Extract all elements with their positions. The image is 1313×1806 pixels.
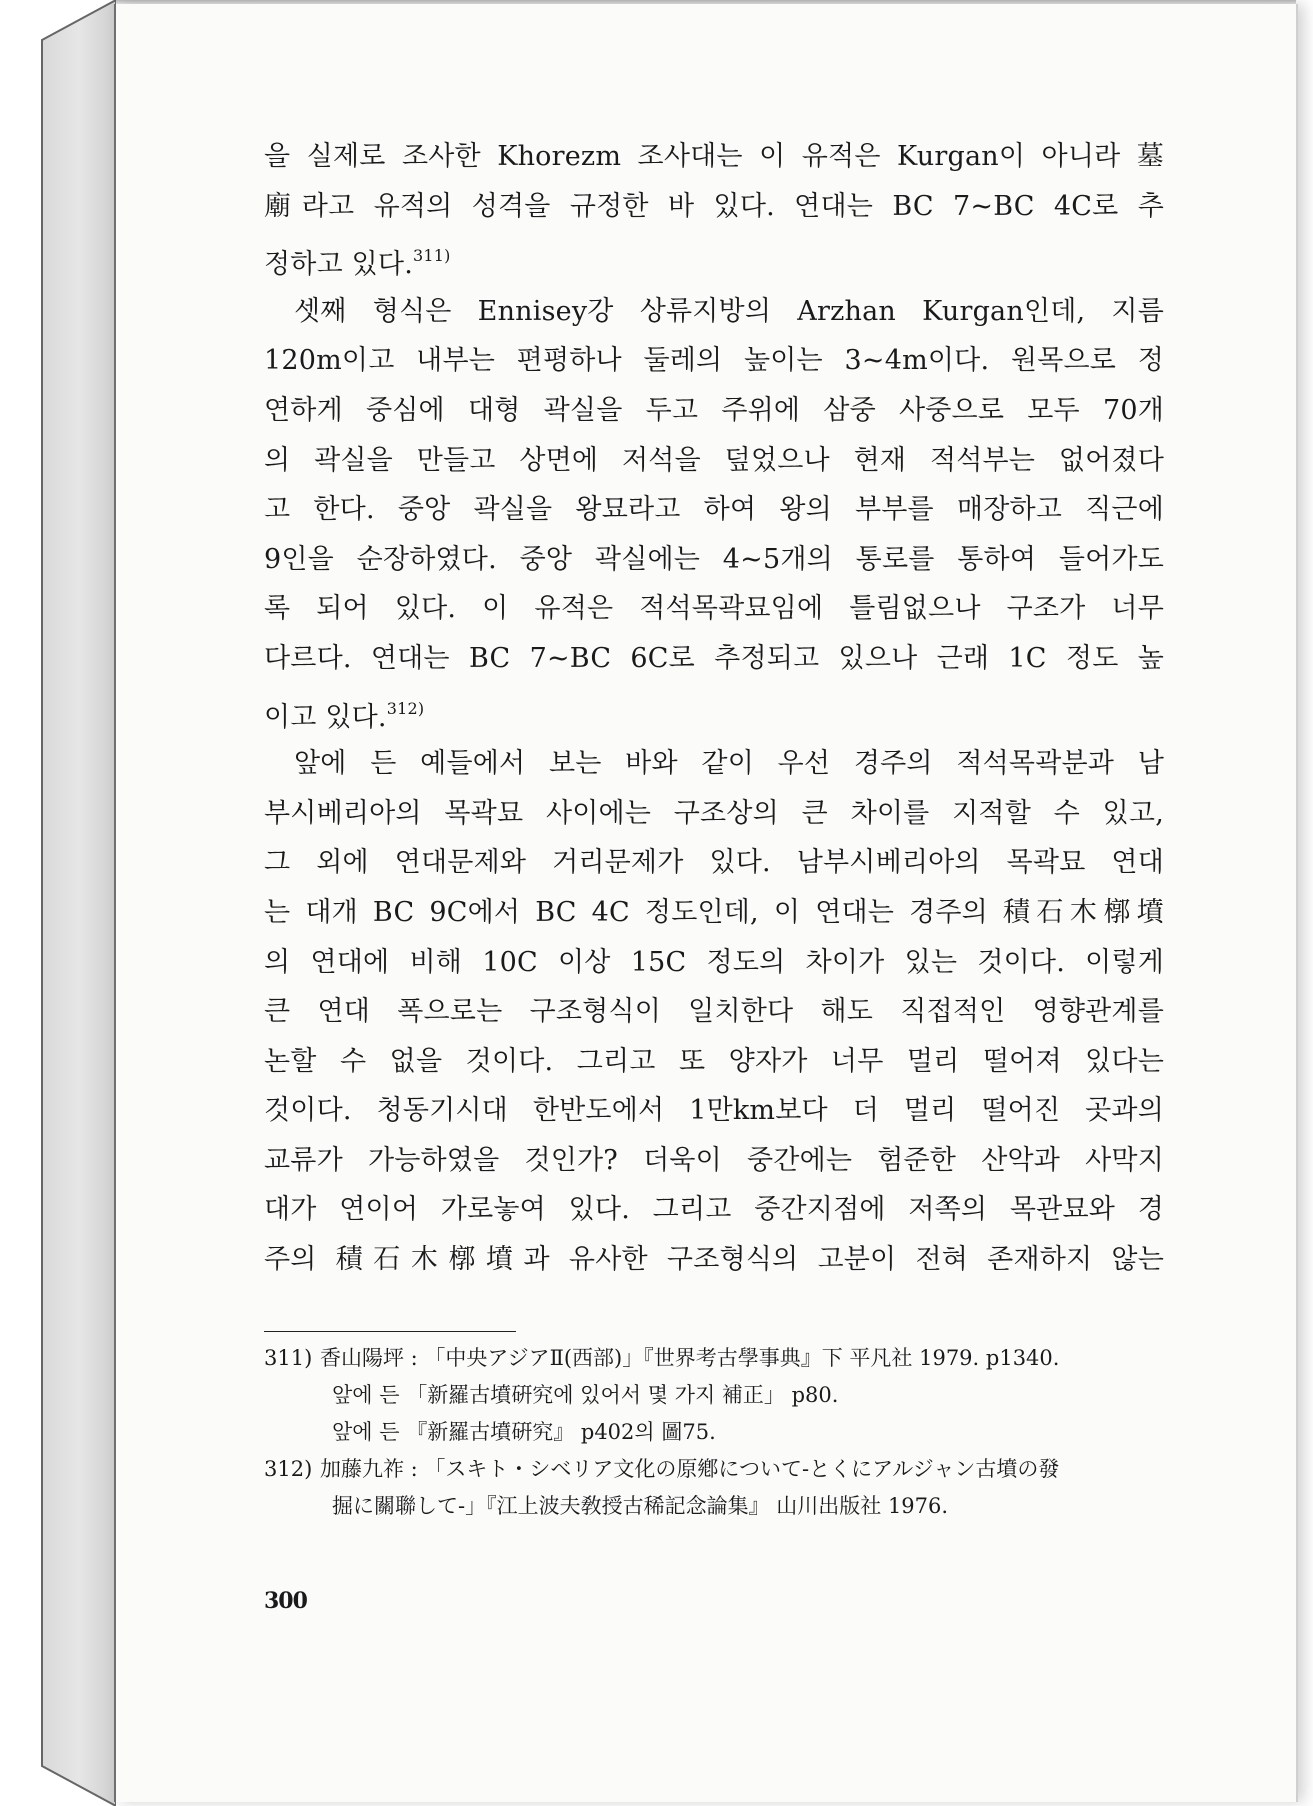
- text-line: [264, 1136, 1164, 1186]
- text-line-content: 큰 연대 폭으로는 구조형식이 일치한다 해도 직접적인 영향관계를: [264, 996, 1164, 1028]
- text-line-content: 부시베리아의 목곽묘 사이에는 구조상의 큰 차이를 지적할 수 있고,: [264, 797, 1164, 829]
- text-line: [264, 739, 1164, 789]
- text-line-content: 주의 積石木槨墳과 유사한 구조형식의 고분이 전혀 존재하지 않는: [264, 1244, 1164, 1276]
- text-line-content: 廟라고 유적의 성격을 규정한 바 있다. 연대는 BC 7~BC 4C로 추: [264, 190, 1164, 222]
- footnotes: [264, 1340, 1164, 1525]
- footnote-text: 香山陽坪 : 「中央アジアⅡ(西部)」『世界考古學事典』下 平凡社 1979. p1340.: [320, 1346, 1060, 1370]
- footnote-text: 加藤九祚 : 「スキト・シベリア文化の原鄕について-とくにアルジャン古墳の發: [320, 1457, 1060, 1481]
- text-line: [264, 182, 1164, 232]
- text-line-content: 의 연대에 비해 10C 이상 15C 정도의 차이가 있는 것이다. 이렇게: [264, 946, 1164, 978]
- footnote-reference: 312): [386, 698, 425, 718]
- footnote-text: 掘に關聯して-」『江上波夫敎授古稀記念論集』 山川出版社 1976.: [332, 1494, 949, 1518]
- text-line: [264, 888, 1164, 938]
- text-line: [264, 132, 1164, 182]
- text-line: [264, 336, 1164, 386]
- text-line: [264, 684, 1164, 734]
- footnote-text: 앞에 든 『新羅古墳硏究』 p402의 圖75.: [332, 1420, 716, 1444]
- text-line-content: 을 실제로 조사한 Khorezm 조사대는 이 유적은 Kurgan이 아니라 墓: [264, 141, 1164, 172]
- text-line-content: 앞에 든 예들에서 보는 바와 같이 우선 경주의 적석목곽분과 남: [294, 748, 1164, 780]
- text-line: [264, 1235, 1164, 1285]
- book-spine-edge: [0, 0, 116, 1806]
- footnote-number: 312): [264, 1457, 313, 1481]
- text-line-content: 논할 수 없을 것이다. 그리고 또 양자가 너무 멀리 떨어져 있다는: [264, 1045, 1164, 1077]
- text-line: [264, 584, 1164, 634]
- text-line: [264, 535, 1164, 585]
- text-line: [264, 938, 1164, 988]
- footnote-number: 311): [264, 1346, 313, 1370]
- body-text: [264, 132, 1164, 1285]
- paragraph: [264, 739, 1164, 1285]
- text-line-content: 대가 연이어 가로놓여 있다. 그리고 중간지점에 저쪽의 목관묘와 경: [264, 1194, 1164, 1226]
- text-line-content: 셋째 형식은 Ennisey강 상류지방의 Arzhan Kurgan인데, 지름: [294, 295, 1164, 327]
- footnote-divider: [264, 1331, 516, 1332]
- text-line-content: 교류가 가능하였을 것인가? 더욱이 중간에는 험준한 산악과 사막지: [264, 1144, 1164, 1176]
- text-line-content: 이고 있다.: [264, 701, 387, 733]
- footnote-continuation: [264, 1488, 1164, 1525]
- footnote-continuation: [264, 1377, 1164, 1414]
- paragraph: [264, 132, 1164, 281]
- text-line: [264, 634, 1164, 684]
- page-number: 300: [264, 1588, 307, 1614]
- footnote-text: 앞에 든 「新羅古墳硏究에 있어서 몇 가지 補正」 p80.: [332, 1383, 839, 1407]
- text-line-content: 록 되어 있다. 이 유적은 적석목곽묘임에 틀림없으나 구조가 너무: [264, 593, 1164, 625]
- text-line: [264, 1037, 1164, 1087]
- text-line-content: 고 한다. 중앙 곽실을 왕묘라고 하여 왕의 부부를 매장하고 직근에: [264, 494, 1164, 526]
- text-line-content: 다르다. 연대는 BC 7~BC 6C로 추정되고 있으나 근래 1C 정도 높: [264, 642, 1164, 674]
- text-line: [264, 1086, 1164, 1136]
- text-line-content: 는 대개 BC 9C에서 BC 4C 정도인데, 이 연대는 경주의 積石木槨墳: [264, 896, 1164, 928]
- paragraph: [264, 287, 1164, 733]
- footnote-continuation: [264, 1414, 1164, 1451]
- text-line-content: 정하고 있다.: [264, 249, 413, 281]
- footnote-entry: [264, 1340, 1164, 1377]
- text-line: [264, 386, 1164, 436]
- text-line-content: 120m이고 내부는 편평하나 둘레의 높이는 3~4m이다. 원목으로 정: [264, 345, 1164, 377]
- text-line: [264, 838, 1164, 888]
- text-line: [264, 436, 1164, 486]
- text-line: [264, 485, 1164, 535]
- text-line: [264, 987, 1164, 1037]
- text-line: [264, 287, 1164, 337]
- text-line-content: 그 외에 연대문제와 거리문제가 있다. 남부시베리아의 목곽묘 연대: [264, 847, 1164, 879]
- text-line-content: 9인을 순장하였다. 중앙 곽실에는 4~5개의 통로를 통하여 들어가도: [264, 543, 1164, 575]
- text-line-content: 의 곽실을 만들고 상면에 저석을 덮었으나 현재 적석부는 없어졌다: [264, 444, 1164, 476]
- text-line: [264, 789, 1164, 839]
- text-line-content: 것이다. 청동기시대 한반도에서 1만km보다 더 멀리 떨어진 곳과의: [264, 1095, 1164, 1127]
- text-line: [264, 231, 1164, 281]
- text-line: [264, 1185, 1164, 1235]
- footnote-reference: 311): [412, 246, 451, 266]
- footnote-entry: [264, 1451, 1164, 1488]
- text-line-content: 연하게 중심에 대형 곽실을 두고 주위에 삼중 사중으로 모두 70개: [264, 394, 1164, 426]
